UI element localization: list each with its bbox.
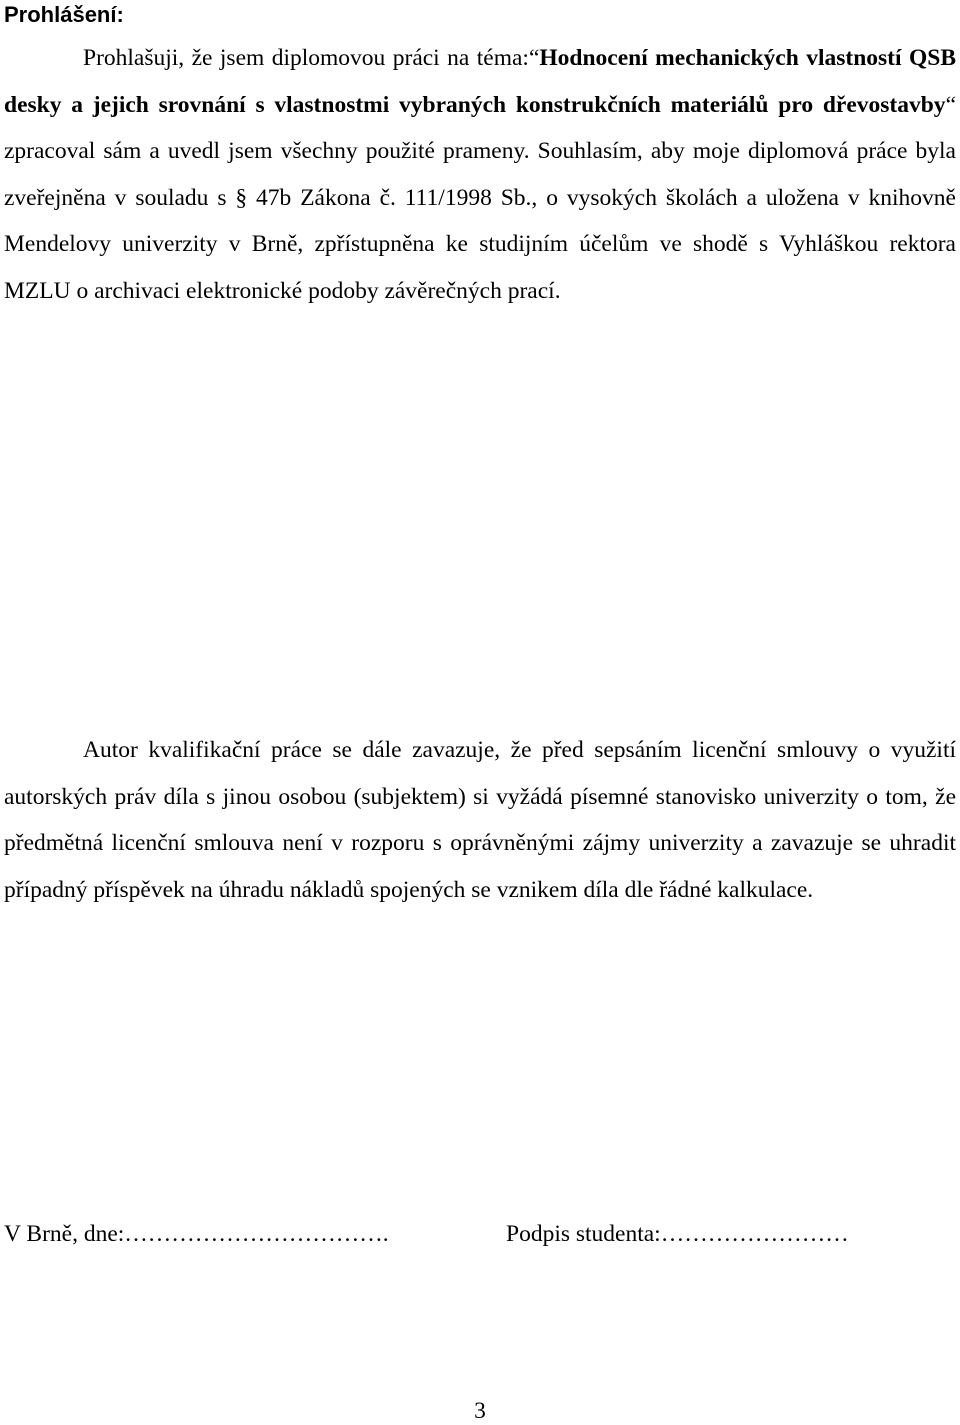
- page-title: Prohlášení:: [4, 2, 124, 27]
- obligation-text: Autor kvalifikační práce se dále zavazuje, že před sepsáním licenční smlouvy o využití autorských práv díla s jinou osobou (subjektem) si vyžádá písemné stanovisko univerzity o tom, že předmětná licenční smlouva není v rozporu s oprávněnými zájmy univerzity a zavazuje se uhradit případný příspěvek na úhradu nákladů spojených se vznikem díla dle řádné kalkulace.: [4, 737, 956, 903]
- declaration-paragraph: [4, 35, 956, 314]
- declaration-text-end: “ zpracoval sám a uvedl jsem všechny použité prameny. Souhlasím, aby moje diplomová práce byla zveřejněna v souladu s § 47b Zákona č. 111/1998 Sb., o vysokých školách a uložena v knihovně Mendelovy univerzity v Brně, zpřístupněna ke studijním účelům ve shodě s Vyhláškou rektora MZLU o archivaci elektronické podoby závěrečných prací.: [4, 91, 956, 304]
- thesis-title: Hodnocení mechanických vlastností QSB desky a jejich srovnání s vlastnostmi vybraných konstrukčních materiálů pro dřevostavby: [4, 45, 956, 118]
- student-signature-line: Podpis studenta:……………………: [506, 1221, 849, 1247]
- page-number: 3: [474, 1398, 486, 1424]
- place-date-line: V Brně, dne:…………………………….: [4, 1221, 389, 1247]
- obligation-paragraph: [4, 727, 956, 913]
- declaration-text-start: Prohlašuji, že jsem diplomovou práci na téma:“: [83, 45, 540, 71]
